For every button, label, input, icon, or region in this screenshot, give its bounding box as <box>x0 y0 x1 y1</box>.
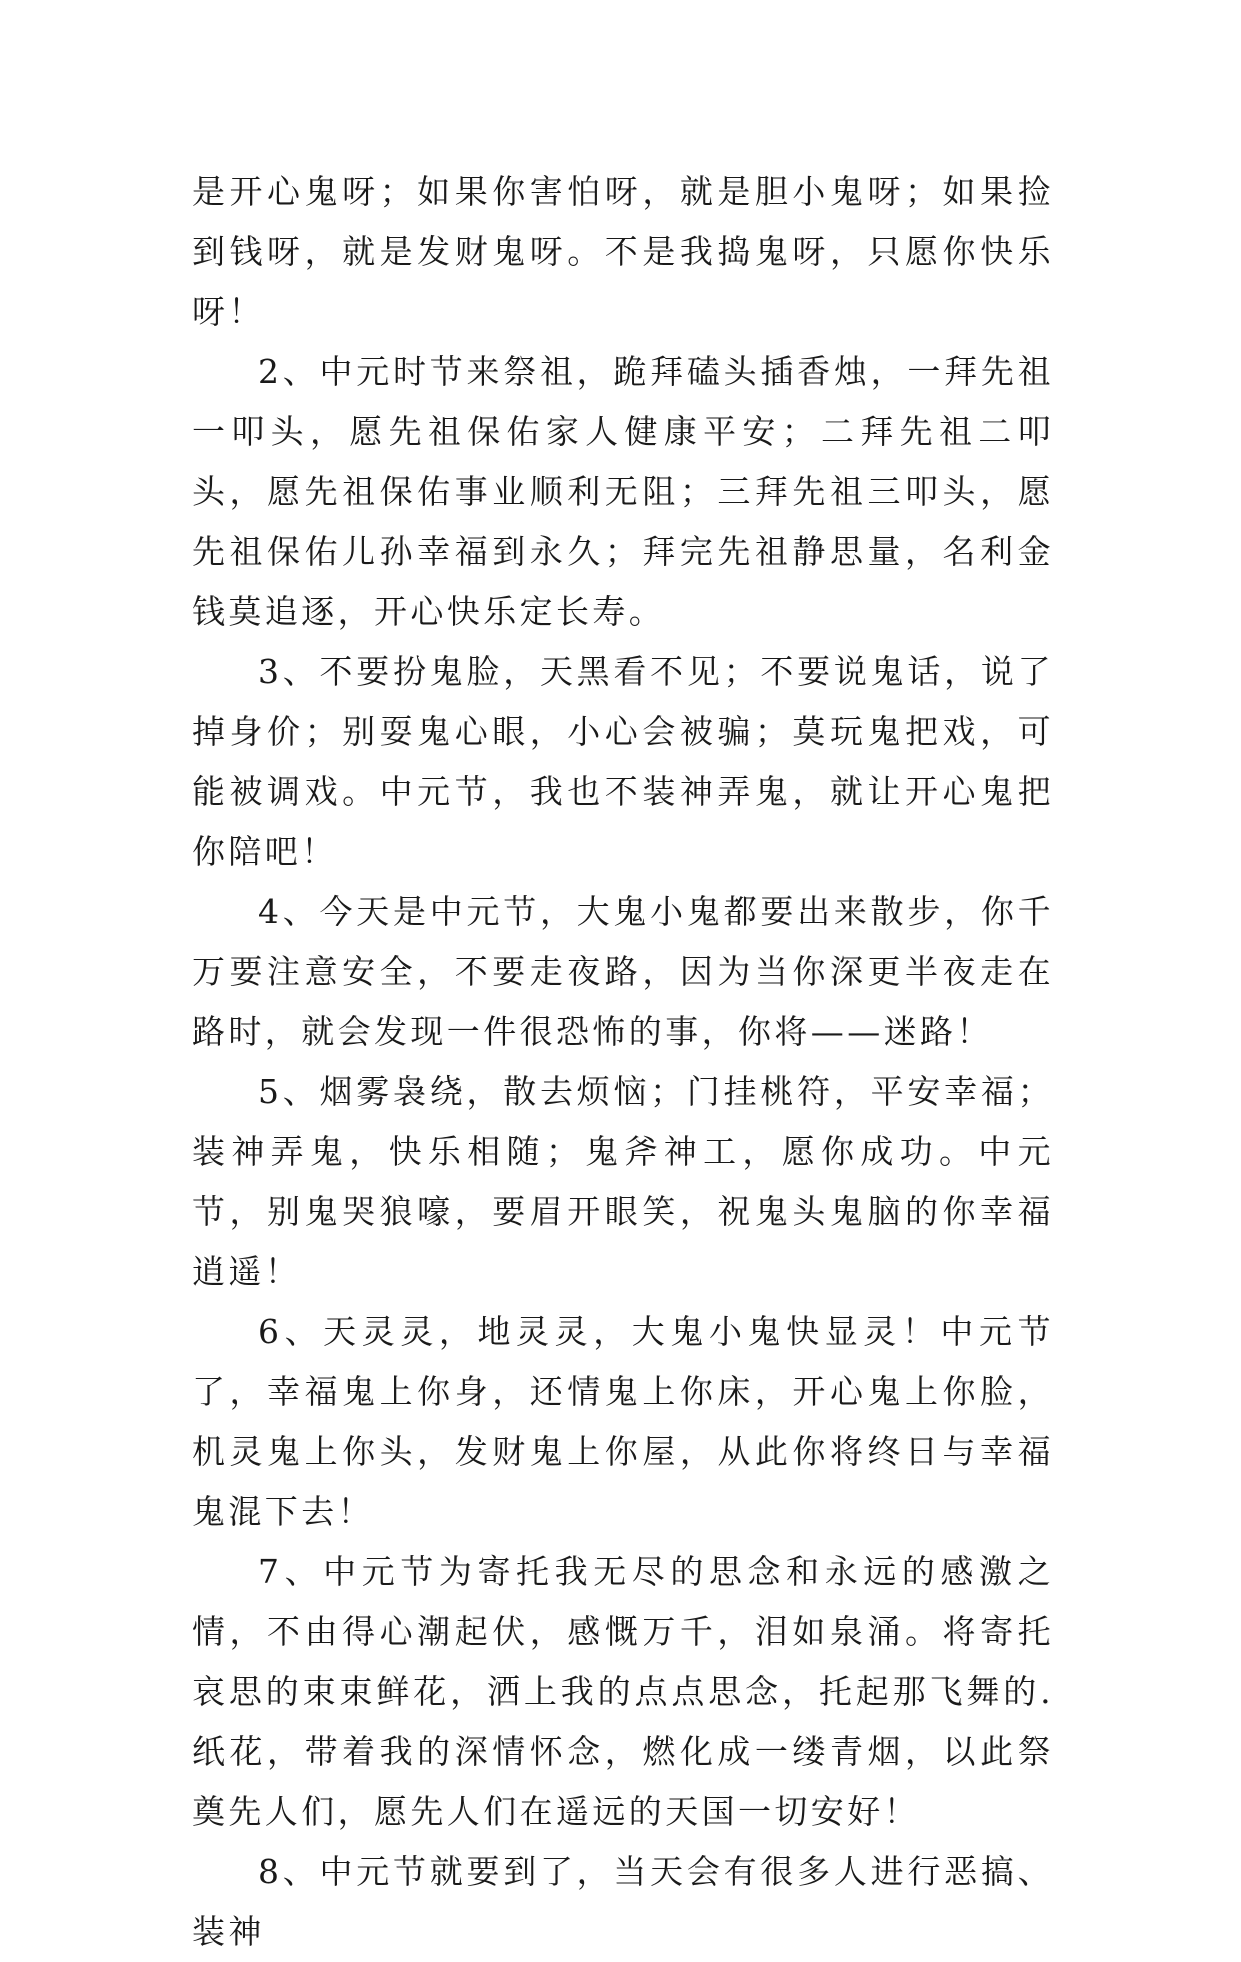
paragraph-item-2: 2、中元时节来祭祖，跪拜磕头插香烛，一拜先祖一叩头，愿先祖保佑家人健康平安；二拜先祖二叩头，愿先祖保佑事业顺利无阻；三拜先祖三叩头，愿先祖保佑儿孙幸福到永久；拜完先祖静思量，名利金钱莫追逐，开心快乐定长寿。 <box>192 352 1054 631</box>
paragraph-item-6: 6、天灵灵，地灵灵，大鬼小鬼快显灵！中元节了，幸福鬼上你身，还情鬼上你床，开心鬼上你脸，机灵鬼上你头，发财鬼上你屋，从此你将终日与幸福鬼混下去！ <box>192 1312 1054 1531</box>
paragraph-item-5: 5、烟雾袅绕，散去烦恼；门挂桃符，平安幸福；装神弄鬼，快乐相随；鬼斧神工，愿你成功。中元节，别鬼哭狼嚎，要眉开眼笑，祝鬼头鬼脑的你幸福逍遥！ <box>192 1072 1054 1291</box>
paragraph-continuation: 是开心鬼呀；如果你害怕呀，就是胆小鬼呀；如果捡到钱呀，就是发财鬼呀。不是我捣鬼呀，只愿你快乐呀！ <box>192 172 1054 331</box>
document-body <box>192 162 1054 1962</box>
paragraph-item-7: 7、中元节为寄托我无尽的思念和永远的感激之情，不由得心潮起伏，感慨万千，泪如泉涌。将寄托哀思的束束鲜花，洒上我的点点思念，托起那飞舞的.纸花，带着我的深情怀念，燃化成一缕青烟，以此祭奠先人们，愿先人们在遥远的天国一切安好！ <box>192 1552 1054 1831</box>
paragraph-item-3: 3、不要扮鬼脸，天黑看不见；不要说鬼话，说了掉身价；别耍鬼心眼，小心会被骗；莫玩鬼把戏，可能被调戏。中元节，我也不装神弄鬼，就让开心鬼把你陪吧！ <box>192 652 1054 871</box>
paragraph-item-4: 4、今天是中元节，大鬼小鬼都要出来散步，你千万要注意安全，不要走夜路，因为当你深更半夜走在路时，就会发现一件很恐怖的事，你将——迷路！ <box>192 892 1054 1051</box>
paragraph-item-8: 8、中元节就要到了，当天会有很多人进行恶搞、装神 <box>192 1852 1054 1951</box>
